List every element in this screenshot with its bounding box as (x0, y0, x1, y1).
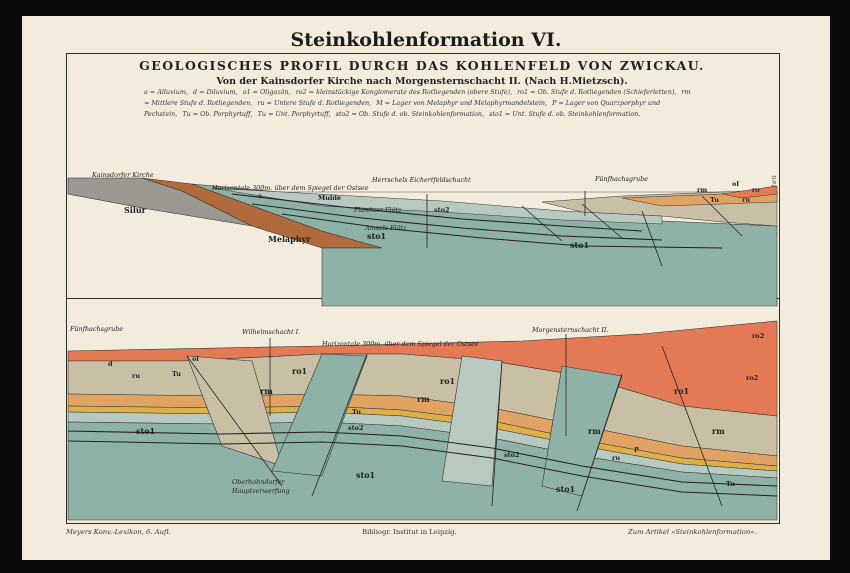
label-d-lower: d (108, 360, 113, 368)
label-fuenfachsgrube-lower: Fünfhachsgrube (70, 325, 124, 333)
label-sto1-lower-b: sto1 (356, 470, 376, 480)
label-ro1-lower-c: ro1 (674, 386, 690, 396)
label-ro-upper: ro (752, 186, 760, 194)
label-rm-lower-a: rm (260, 386, 273, 396)
footer-left: Meyers Konv.-Lexikon, 6. Aufl. (66, 528, 171, 536)
label-ru-upper: ru (742, 196, 751, 204)
legend-item: Tu = Ob. Porphyrtuff, (182, 110, 253, 118)
legend-item: M = Lager von Melaphyr und Melaphyrmandelstein, (376, 99, 548, 107)
label-tu-lower-a: Tu (172, 370, 181, 378)
label-ro1-lower-a: ro1 (292, 366, 308, 376)
legend-item: d = Diluvium, (192, 88, 238, 96)
label-horizontale-upper: Horizontale 300m. über dem Spiegel der Ostsee (212, 184, 369, 192)
label-rm-lower-c: rm (588, 426, 601, 436)
label-rm-upper: rm (697, 186, 708, 194)
plate-sheet (22, 16, 830, 560)
label-amsels: Amsels Flötz (365, 224, 407, 232)
label-tu-lower-b: Tu (352, 408, 361, 416)
label-oberhohndorfer: Oberhohndorfer (232, 478, 285, 486)
label-a-upper: a (258, 192, 263, 200)
label-planitzer: Planitzer Flötz (354, 206, 402, 214)
label-fuenfachsgrube-upper: Fünfhachsgrube (595, 175, 649, 183)
label-sto2-lower-b: sto2 (504, 451, 520, 459)
label-ol-lower: ol (192, 355, 199, 363)
label-tu-upper: Tu (710, 196, 719, 204)
label-sto1-upper-b: sto1 (570, 240, 590, 250)
upper-profile (68, 171, 777, 306)
label-tu-lower-c: Tu (726, 480, 735, 488)
label-rm-lower-d: rm (712, 426, 725, 436)
footer-center: Bibliogr. Institut in Leipzig. (362, 528, 457, 536)
legend-item: ro2 = kleinstückige Konglomerate des Rotliegenden (obere Stufe), (295, 88, 513, 96)
label-ru-lower-b: ru (612, 454, 621, 462)
label-wilhelmschacht: Wilhelmschacht I. (242, 328, 301, 336)
label-melaphyr: Melaphyr (268, 234, 311, 244)
legend-item: P = Lager von Quarzporphyr und Pechstein, (144, 99, 661, 118)
lower-profile (68, 321, 777, 520)
label-rm-lower-b: rm (417, 394, 430, 404)
legend-item: Tu = Unt. Porphyrtuff, (257, 110, 331, 118)
plate-title: Steinkohlenformation VI. (290, 29, 562, 51)
label-sto1-lower-c: sto1 (556, 484, 576, 494)
legend-item: ru = Untere Stufe d. Rotliegenden, (257, 99, 372, 107)
label-sto1-upper-a: sto1 (367, 231, 387, 241)
legend-item: a = Alluvium, (144, 88, 188, 96)
label-ru-lower-a: ru (132, 372, 141, 380)
legend-item: ro1 = Ob. Stufe d. Rotliegenden (Schieferletten), (517, 88, 677, 96)
label-horizontale-lower: Horizontale 300m. über dem Spiegel der Ostsee (322, 340, 479, 348)
label-kainsdorfer: Kainsdorfer Kirche (92, 171, 154, 179)
label-ro2-lower-top: ro2 (752, 332, 765, 340)
label-silur: Silur (124, 205, 146, 215)
label-herrschels: Herrschels Eichertfeldschacht (372, 176, 471, 184)
legend-item: sto1 = Unt. Stufe d. ob. Steinkohlenformation. (489, 110, 641, 118)
geological-profile-figure (22, 16, 830, 560)
footer-right: Zum Artikel »Steinkohlenformation«. (628, 528, 757, 536)
label-sto1-lower-a: sto1 (136, 426, 156, 436)
label-p-lower: P (634, 446, 639, 454)
label-sto2-upper: sto2 (434, 206, 450, 214)
label-hauptverwerfung: Hauptverwerfung (232, 487, 290, 495)
label-sto2-lower-a: sto2 (348, 424, 364, 432)
label-ro2-lower: ro2 (746, 374, 759, 382)
legend-item: sto2 = Ob. Stufe d. ob. Steinkohlenformation, (335, 110, 485, 118)
legend-item: rm = Mittlere Stufe d. Rotliegenden, (144, 88, 691, 107)
label-mulde: Mulde (318, 194, 342, 202)
legend-item: o1 = Oligozän, (242, 88, 291, 96)
profile-title: GEOLOGISCHES PROFIL DURCH DAS KOHLENFELD VON ZWICKAU. (139, 58, 705, 73)
label-morgenstern: Morgensternschacht II. (532, 326, 609, 334)
label-ro1-lower-b: ro1 (440, 376, 456, 386)
profile-subtitle: Von der Kainsdorfer Kirche nach Morgensternschacht II. (Nach H.Mietzsch). (216, 76, 628, 87)
label-ol-upper: ol (732, 180, 739, 188)
